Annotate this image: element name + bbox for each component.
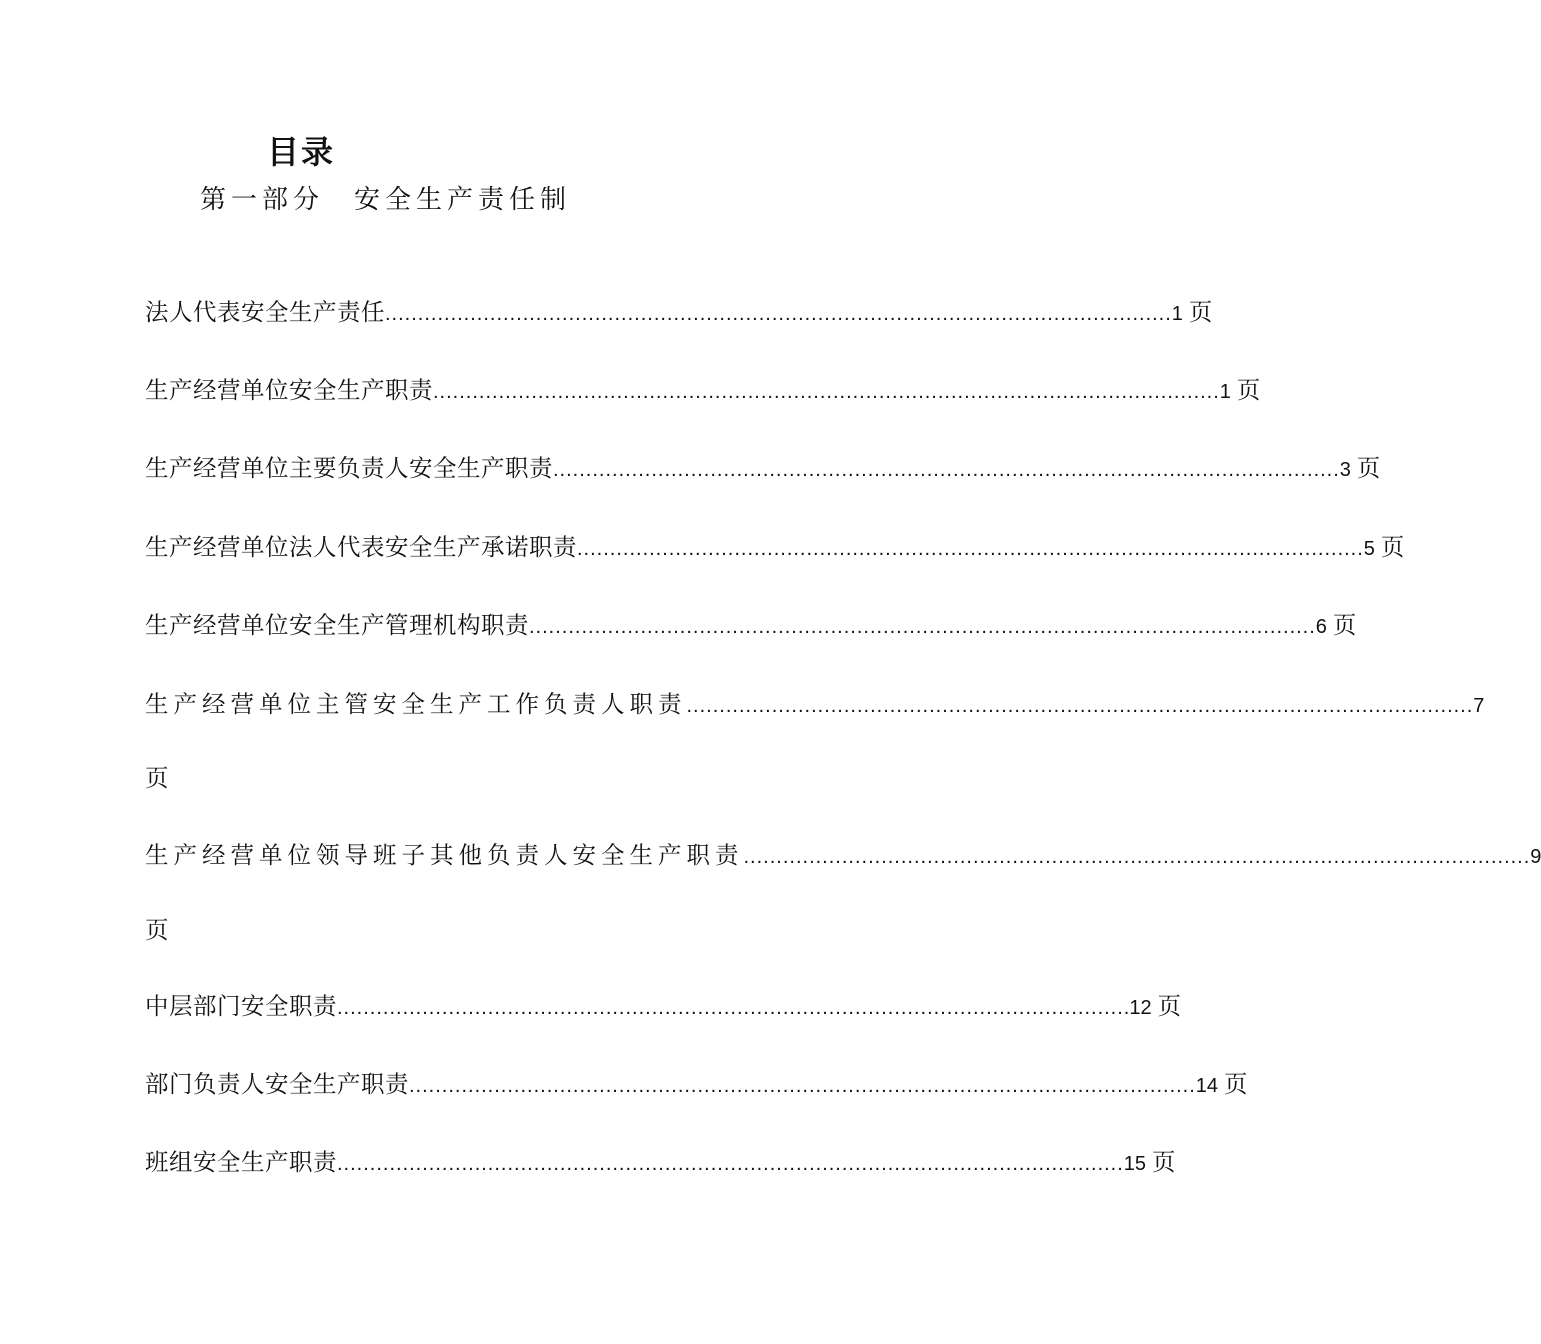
toc-entry-title: 生产经营单位安全生产管理机构职责 — [145, 611, 529, 639]
toc-leader: ........................................................................................................................ — [337, 997, 1124, 1019]
toc-page-unit: 页 — [1332, 611, 1357, 639]
part-heading — [200, 182, 571, 218]
toc-leader: ........................................................................................................................ — [409, 1075, 1196, 1097]
toc-page-number: 1 — [1171, 303, 1183, 325]
toc-entry-title: 生产经营单位领导班子其他负责人安全生产职责 — [145, 841, 744, 869]
toc-entry[interactable] — [145, 448, 1381, 488]
toc-page-number: 15 — [1123, 1153, 1147, 1175]
toc-leader: ........................................................................................................................ — [686, 695, 1474, 717]
toc-entry-title: 生产经营单位主管安全生产工作负责人职责 — [145, 690, 687, 718]
toc-leader: ........................................................................................................................ — [433, 381, 1220, 403]
toc-page-unit: 页 — [1224, 1070, 1248, 1098]
toc-entry[interactable] — [145, 986, 1182, 1026]
toc-page-unit: 页 — [1236, 376, 1261, 404]
toc-page-number: 9 — [1530, 846, 1541, 868]
toc-leader: ........................................................................................................................ — [385, 303, 1172, 325]
toc-entry[interactable] — [145, 835, 1541, 875]
toc-page-unit: 页 — [1380, 533, 1405, 561]
toc-entry-title: 中层部门安全职责 — [145, 992, 337, 1020]
toc-entry[interactable] — [145, 605, 1357, 645]
toc-page-unit: 页 — [1152, 1148, 1176, 1176]
toc-entry[interactable] — [145, 370, 1261, 410]
toc-page-unit: 页 — [1157, 992, 1182, 1020]
toc-entry-title: 生产经营单位主要负责人安全生产职责 — [145, 454, 553, 482]
toc-leader: ........................................................................................................................ — [529, 616, 1316, 638]
toc-entry[interactable] — [145, 1142, 1176, 1182]
part-name: 安全生产责任制 — [354, 185, 572, 215]
toc-entry[interactable] — [145, 527, 1405, 567]
toc-entry-title: 生产经营单位法人代表安全生产承诺职责 — [145, 533, 577, 561]
toc-entry[interactable] — [145, 292, 1213, 332]
part-number: 第一部分 — [200, 185, 325, 215]
toc-page-number: 1 — [1219, 381, 1231, 403]
toc-page-unit: 页 — [1188, 298, 1213, 326]
toc-entry-title: 部门负责人安全生产职责 — [145, 1070, 409, 1098]
toc-page-number: 14 — [1195, 1075, 1219, 1097]
toc-entry-title: 生产经营单位安全生产职责 — [145, 376, 433, 404]
toc-page-number: 7 — [1473, 695, 1485, 717]
page-title: 目录 — [267, 133, 336, 171]
toc-entry[interactable] — [145, 684, 1485, 724]
toc-leader: ........................................................................................................................ — [553, 459, 1340, 481]
toc-leader: ........................................................................................................................ — [743, 846, 1531, 868]
toc-page-number: 6 — [1315, 616, 1327, 638]
toc-entry-title: 法人代表安全生产责任 — [145, 298, 385, 326]
toc-page-unit: 页 — [1356, 454, 1381, 482]
toc-page-number: 3 — [1339, 459, 1351, 481]
toc-page-number: .12 — [1123, 997, 1152, 1019]
toc-page-number: 5 — [1363, 538, 1375, 560]
toc-leader: ........................................................................................................................ — [337, 1153, 1124, 1175]
toc-entry-title: 班组安全生产职责 — [145, 1148, 337, 1176]
toc-leader: ........................................................................................................................ — [577, 538, 1364, 560]
toc-page-unit: 页 — [145, 764, 169, 792]
toc-entry[interactable] — [145, 1064, 1248, 1104]
toc-page-unit: 页 — [145, 916, 169, 944]
